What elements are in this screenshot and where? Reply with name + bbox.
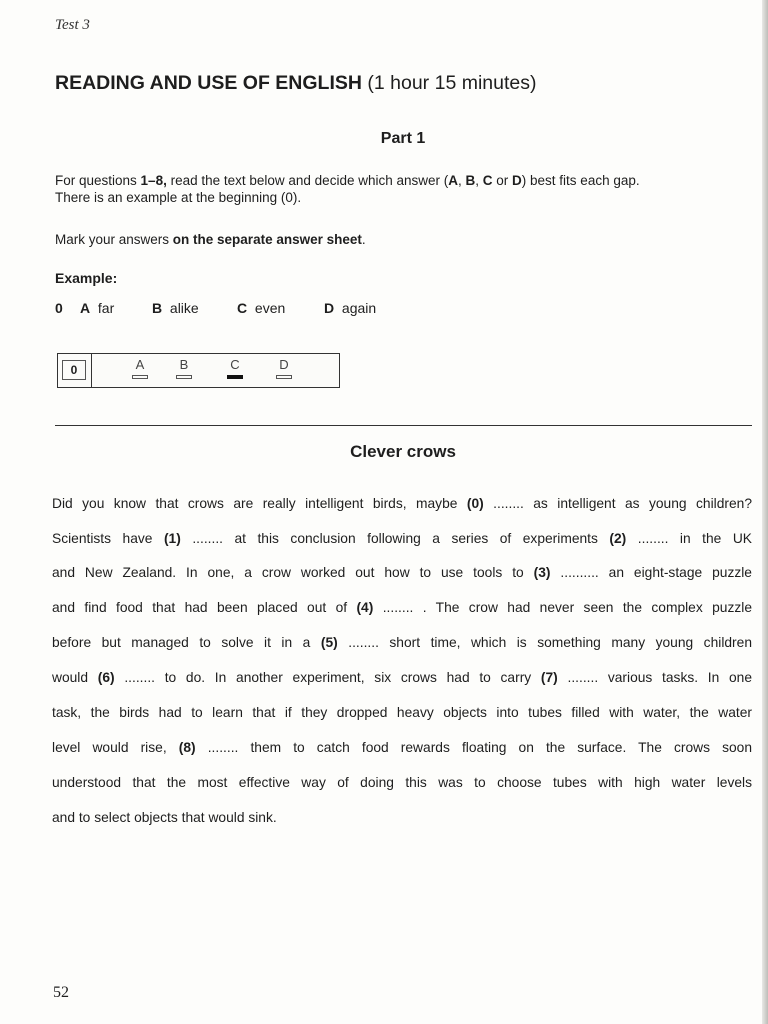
answer-option-a: A <box>129 357 151 379</box>
passage-text: ........ various tasks. In one <box>557 670 753 685</box>
passage-text: ........ short time, which is something many young children <box>337 635 752 650</box>
passage-text: Scientists have <box>52 531 164 546</box>
passage-line <box>52 775 752 790</box>
passage-line <box>52 635 752 650</box>
passage-text: understood that the most effective way of doing this was to choose tubes with high water levels <box>52 775 752 790</box>
gap-number: (5) <box>320 635 338 650</box>
divider-rule <box>55 425 752 426</box>
example-number: 0 <box>55 300 63 316</box>
test-label: Test 3 <box>55 17 90 33</box>
gap-number: (8) <box>178 740 196 755</box>
passage-text: ........ as intelligent as young children? <box>483 496 752 511</box>
section-title <box>55 72 536 95</box>
example-option-a: A far <box>80 300 115 316</box>
instructions-line-1: For questions 1–8, read the text below and decide which answer (A, B, C or D) best fits each gap. <box>55 173 640 188</box>
passage-text: level would rise, <box>52 740 179 755</box>
part-title: Part 1 <box>380 130 426 147</box>
example-option-b: B alike <box>152 300 199 316</box>
passage-line <box>52 810 752 825</box>
passage-line <box>52 565 752 580</box>
passage-line <box>52 600 752 615</box>
mark-instruction: Mark your answers on the separate answer sheet. <box>55 232 366 247</box>
passage-line <box>52 670 752 685</box>
page-number: 52 <box>53 984 69 1001</box>
gap-number: (6) <box>97 670 115 685</box>
answer-sheet-number: 0 <box>62 360 86 380</box>
section-duration: (1 hour 15 minutes) <box>367 72 537 94</box>
passage-text: Did you know that crows are really intelligent birds, maybe <box>52 496 467 511</box>
passage-text: ........ them to catch food rewards floating on the surface. The crows soon <box>195 740 753 755</box>
answer-sheet-example <box>57 353 340 388</box>
page-edge-shadow <box>762 0 768 1024</box>
passage-text: ........ . The crow had never seen the complex puzzle <box>373 600 752 615</box>
example-label: Example: <box>55 270 118 286</box>
example-option-d: D again <box>324 300 377 316</box>
passage-text: .......... an eight-stage puzzle <box>550 565 752 580</box>
section-name: READING AND USE OF ENGLISH <box>55 72 362 94</box>
passage-text: and find food that had been placed out of <box>52 600 357 615</box>
passage-text: task, the birds had to learn that if they dropped heavy objects into tubes filled with water, the water <box>52 705 752 720</box>
gap-number: (4) <box>356 600 374 615</box>
passage-text: would <box>52 670 98 685</box>
passage-text: ........ in the UK <box>626 531 752 546</box>
passage-line <box>52 531 752 546</box>
answer-option-d: D <box>273 357 295 379</box>
passage-text: and to select objects that would sink. <box>52 810 277 825</box>
answer-option-c: C <box>224 357 246 379</box>
passage-text: before but managed to solve it in a <box>52 635 321 650</box>
answer-option-b: B <box>173 357 195 379</box>
instructions <box>55 172 640 206</box>
passage-text: ........ at this conclusion following a series of experiments <box>180 531 610 546</box>
passage-text: and New Zealand. In one, a crow worked out how to use tools to <box>52 565 534 580</box>
example-option-c: C even <box>237 300 286 316</box>
instructions-line-2: There is an example at the beginning (0). <box>55 190 302 205</box>
passage-text: ........ to do. In another experiment, six crows had to carry <box>114 670 541 685</box>
passage-line <box>52 705 752 720</box>
text-title: Clever crows <box>350 442 456 461</box>
gap-number: (0) <box>466 496 484 511</box>
passage-line <box>52 496 752 511</box>
gap-number: (2) <box>609 531 627 546</box>
gap-number: (1) <box>163 531 181 546</box>
passage-line <box>52 740 752 755</box>
gap-number: (7) <box>540 670 558 685</box>
gap-number: (3) <box>533 565 551 580</box>
